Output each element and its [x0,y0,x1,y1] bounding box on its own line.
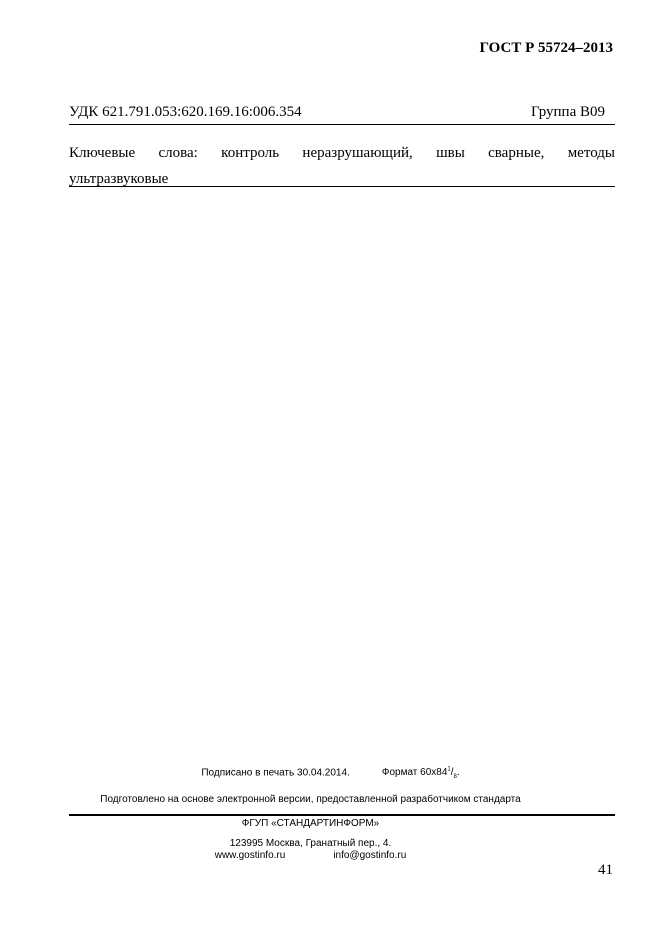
classification-divider [69,124,615,125]
publisher-name: ФГУП «СТАНДАРТИНФОРМ» [241,818,380,829]
classification-row [69,104,615,121]
keywords-line-2: ультразвуковые [69,171,169,187]
publisher-contacts [0,850,641,861]
prepared-note: Подготовлено на основе электронной версии, предоставленной разработчиком стандарта [100,794,521,805]
document-code: ГОСТ Р 55724–2013 [479,40,613,56]
keyword-word: швы [436,145,465,161]
keywords-divider [69,186,615,187]
keyword-word: контроль [221,145,280,161]
paper-format: Формат $60х84^1/_8$. [381,767,460,781]
keyword-word: сварные, [488,145,545,161]
udk-code: УДК 621.791.053:620.169.16:006.354 [69,104,302,120]
signed-date: Подписано в печать 30.04.2014. [201,767,350,779]
keywords-block [69,140,615,192]
imprint-divider [69,814,615,816]
classification-group: Группа В09 [531,104,605,120]
page-number: 41 [598,862,613,878]
keyword-word: неразрушающий, [302,145,413,161]
keyword-word: слова: [158,145,198,161]
imprint-signed-line [0,767,661,780]
keywords-line-1 [69,140,615,166]
keywords-label: Ключевые [69,145,136,161]
keyword-word: методы [567,145,615,161]
publisher-address: 123995 Москва, Гранатный пер., 4. [229,838,392,849]
publisher-website: www.gostinfo.ru [214,850,286,861]
publisher-email: info@gostinfo.ru [333,850,407,861]
